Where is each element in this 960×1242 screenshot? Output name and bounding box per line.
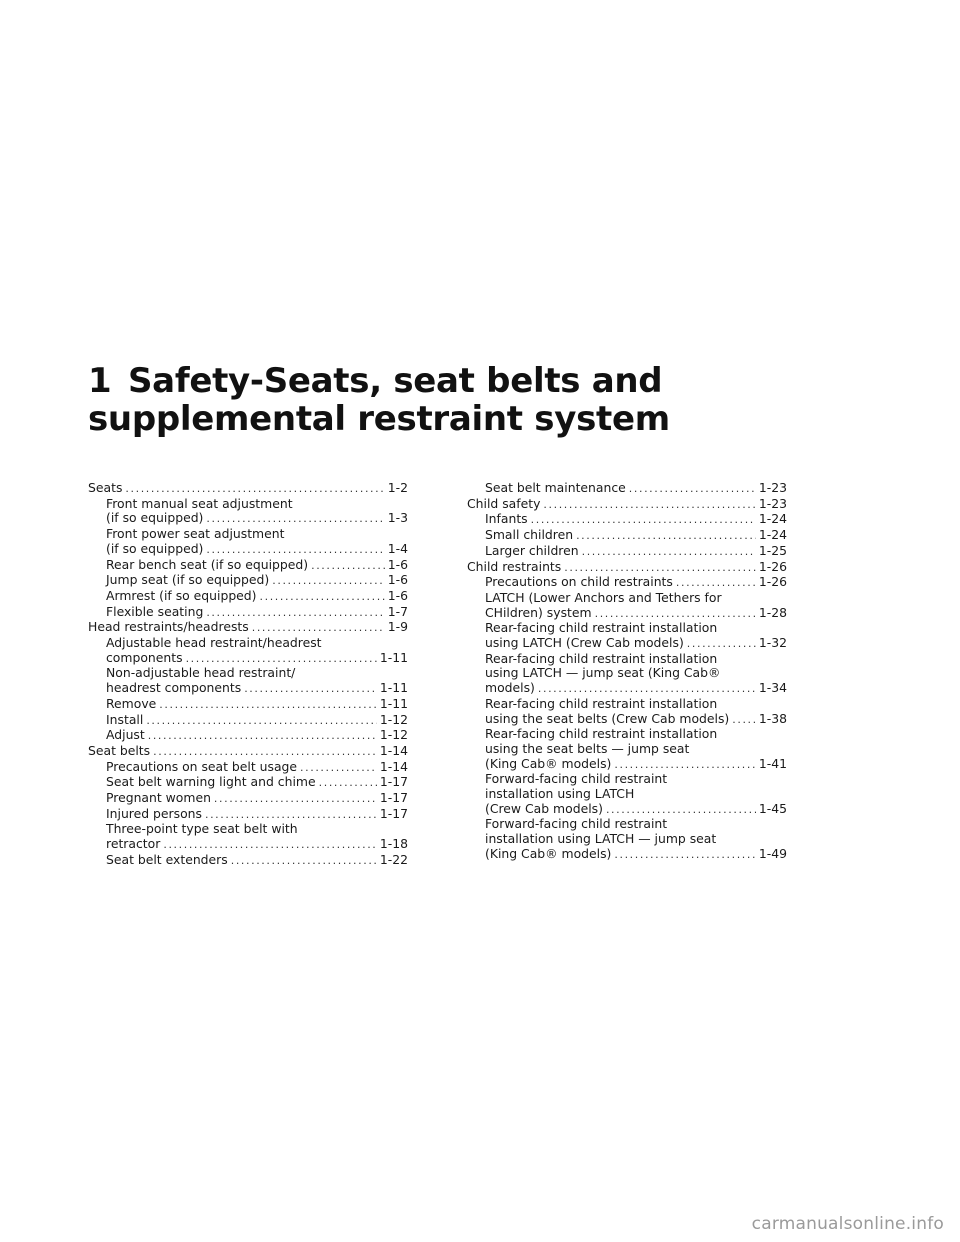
watermark: carmanualsonline.info bbox=[751, 1214, 944, 1234]
toc-entry-text: installation using LATCH bbox=[485, 786, 635, 802]
toc-page-number: 1-34 bbox=[758, 680, 787, 696]
toc-page-number: 1-6 bbox=[387, 587, 408, 603]
toc-entry-text: installation using LATCH — jump seat bbox=[485, 831, 717, 847]
toc-entry-row bbox=[485, 802, 787, 818]
toc-entry-row bbox=[485, 636, 787, 652]
toc-entry-row bbox=[106, 853, 408, 869]
toc-page-number: 1-17 bbox=[379, 774, 408, 790]
toc-entry-text: using LATCH — jump seat (King Cab® bbox=[485, 665, 721, 681]
toc-entry-text: Larger children bbox=[485, 542, 579, 558]
dot-leader bbox=[163, 838, 377, 853]
toc-page-number: 1-23 bbox=[758, 495, 787, 511]
toc-entry-row bbox=[106, 775, 408, 791]
toc-entry-text: Seats bbox=[88, 480, 123, 495]
toc-entry[interactable] bbox=[467, 727, 787, 772]
toc-page-number: 1-45 bbox=[758, 800, 787, 816]
toc-entry[interactable] bbox=[88, 481, 408, 497]
toc-entry-row bbox=[106, 837, 408, 853]
toc-entry[interactable] bbox=[467, 481, 787, 497]
dot-leader bbox=[319, 776, 377, 791]
dot-leader bbox=[272, 574, 385, 589]
toc-entry-text: Forward-facing child restraint bbox=[485, 771, 668, 787]
toc-entry-text: Rear-facing child restraint installation bbox=[485, 695, 718, 711]
dot-leader bbox=[231, 854, 377, 869]
toc-page-number: 1-25 bbox=[758, 542, 787, 558]
toc-entry-text: components bbox=[106, 649, 183, 665]
toc-page-number: 1-9 bbox=[387, 619, 408, 635]
toc-entry[interactable] bbox=[88, 620, 408, 636]
toc-entry-text: Adjustable head restraint/headrest bbox=[106, 635, 322, 651]
toc-entry-row bbox=[106, 589, 408, 605]
toc-entry[interactable] bbox=[467, 817, 787, 862]
toc-entry-row bbox=[106, 807, 408, 823]
toc-entry[interactable] bbox=[88, 744, 408, 760]
toc-entry-text: Child restraints bbox=[467, 558, 562, 574]
toc-entry-text: Rear-facing child restraint installation bbox=[485, 650, 718, 666]
toc-entry-row bbox=[88, 620, 408, 636]
dot-leader bbox=[606, 803, 756, 818]
toc-column-right bbox=[467, 481, 787, 863]
toc-page-number: 1-22 bbox=[379, 851, 408, 867]
toc-entry-text: Rear-facing child restraint installation bbox=[485, 620, 718, 636]
dot-leader bbox=[206, 606, 384, 621]
toc-entry-text: Remove bbox=[106, 695, 157, 711]
dot-leader bbox=[687, 637, 756, 652]
toc-page-number: 1-23 bbox=[758, 480, 787, 495]
toc-page-number: 1-49 bbox=[758, 845, 787, 861]
toc-entry[interactable] bbox=[467, 621, 787, 651]
toc-entry-row bbox=[88, 744, 408, 760]
chapter-title bbox=[88, 362, 670, 438]
toc-entry[interactable] bbox=[88, 775, 408, 791]
toc-entry-text: Install bbox=[106, 711, 144, 727]
toc-entry[interactable] bbox=[467, 772, 787, 817]
toc-entry-text: models) bbox=[485, 680, 535, 696]
toc-entry[interactable] bbox=[88, 728, 408, 744]
dot-leader bbox=[205, 808, 377, 823]
toc-column-left bbox=[88, 481, 408, 869]
toc-entry[interactable] bbox=[88, 666, 408, 696]
toc-entry[interactable] bbox=[467, 697, 787, 727]
toc-page-number: 1-6 bbox=[387, 572, 408, 588]
dot-leader bbox=[148, 729, 377, 744]
dot-leader bbox=[214, 792, 377, 807]
dot-leader bbox=[146, 714, 377, 729]
toc-entry-text: Flexible seating bbox=[106, 603, 204, 619]
toc-page-number: 1-24 bbox=[758, 511, 787, 527]
toc-entry-row bbox=[485, 544, 787, 560]
chapter-number: 1 bbox=[88, 361, 112, 401]
toc-entry-row bbox=[106, 558, 408, 574]
toc-page-number: 1-4 bbox=[387, 540, 408, 556]
toc-entry[interactable] bbox=[88, 589, 408, 605]
dot-leader bbox=[206, 543, 384, 558]
toc-entry-text: Child safety bbox=[467, 495, 541, 511]
toc-entry[interactable] bbox=[467, 575, 787, 591]
toc-entry-row bbox=[106, 542, 408, 558]
toc-entry[interactable] bbox=[88, 497, 408, 527]
toc-entry-row bbox=[106, 605, 408, 621]
toc-entry[interactable] bbox=[467, 652, 787, 697]
toc-entry-row bbox=[485, 847, 787, 863]
toc-entry[interactable] bbox=[88, 791, 408, 807]
toc-entry-row bbox=[467, 497, 787, 513]
dot-leader bbox=[629, 482, 756, 497]
toc-entry-text: Rear bench seat (if so equipped) bbox=[106, 556, 309, 572]
toc-page-number: 1-2 bbox=[387, 480, 408, 495]
toc-entry-text: Seat belts bbox=[88, 742, 151, 758]
toc-entry-row bbox=[106, 760, 408, 776]
toc-entry-row bbox=[106, 573, 408, 589]
dot-leader bbox=[614, 848, 756, 863]
toc-page-number: 1-3 bbox=[387, 510, 408, 526]
dot-leader bbox=[595, 607, 756, 622]
toc-entry[interactable] bbox=[88, 527, 408, 557]
chapter-title-text-1: Safety-Seats, seat belts and bbox=[128, 361, 663, 401]
dot-leader bbox=[252, 621, 385, 636]
toc-entry-row bbox=[106, 791, 408, 807]
toc-entry-row bbox=[485, 512, 787, 528]
toc-page-number: 1-24 bbox=[758, 527, 787, 543]
toc-entry-row bbox=[485, 681, 787, 697]
toc-entry-text: Jump seat (if so equipped) bbox=[106, 572, 270, 588]
dot-leader bbox=[300, 761, 377, 776]
toc-page-number: 1-11 bbox=[379, 649, 408, 665]
toc-entry-row bbox=[88, 481, 408, 497]
toc-entry-row bbox=[485, 481, 787, 497]
toc-entry-text: Seat belt maintenance bbox=[485, 480, 626, 495]
toc-entry-text: using LATCH (Crew Cab models) bbox=[485, 635, 684, 651]
chapter-title-line-2: supplemental restraint system bbox=[88, 399, 670, 439]
toc-entry-row bbox=[485, 712, 787, 728]
dot-leader bbox=[531, 513, 756, 528]
toc-entry-row bbox=[485, 606, 787, 622]
toc-entry-text: Three-point type seat belt with bbox=[106, 821, 298, 837]
toc-page-number: 1-41 bbox=[758, 755, 787, 771]
toc-page-number: 1-11 bbox=[379, 680, 408, 696]
toc-page-number: 1-6 bbox=[387, 556, 408, 572]
dot-leader bbox=[564, 561, 756, 576]
toc-entry[interactable] bbox=[467, 497, 787, 513]
dot-leader bbox=[244, 682, 377, 697]
toc-entry-row bbox=[485, 528, 787, 544]
toc-entry[interactable] bbox=[467, 544, 787, 560]
toc-entry[interactable] bbox=[88, 558, 408, 574]
dot-leader bbox=[311, 559, 385, 574]
dot-leader bbox=[260, 590, 385, 605]
dot-leader bbox=[206, 512, 384, 527]
toc-page-number: 1-14 bbox=[379, 758, 408, 774]
toc-page-number: 1-26 bbox=[758, 558, 787, 574]
toc-entry-text: Precautions on seat belt usage bbox=[106, 758, 298, 774]
toc-entry[interactable] bbox=[467, 591, 787, 621]
dot-leader bbox=[159, 698, 377, 713]
toc-entry-row bbox=[106, 681, 408, 697]
toc-entry-text: using the seat belts (Crew Cab models) bbox=[485, 710, 730, 726]
toc-entry-row bbox=[485, 757, 787, 773]
toc-entry-text: (King Cab® models) bbox=[485, 845, 612, 861]
toc-entry-text: Head restraints/headrests bbox=[88, 619, 249, 635]
toc-page-number: 1-38 bbox=[758, 710, 787, 726]
toc-entry[interactable] bbox=[88, 713, 408, 729]
toc-entry-text: (if so equipped) bbox=[106, 510, 204, 526]
dot-leader bbox=[576, 529, 756, 544]
toc-entry-text: (King Cab® models) bbox=[485, 755, 612, 771]
toc-entry-row bbox=[485, 575, 787, 591]
toc-entry-row bbox=[106, 713, 408, 729]
toc-entry-text: (if so equipped) bbox=[106, 540, 204, 556]
toc-entry-text: Precautions on child restraints bbox=[485, 574, 673, 590]
toc-entry-row bbox=[467, 560, 787, 576]
toc-entry-text: using the seat belts — jump seat bbox=[485, 740, 690, 756]
toc-page-number: 1-12 bbox=[379, 727, 408, 743]
toc-entry[interactable] bbox=[88, 605, 408, 621]
toc-entry-text: retractor bbox=[106, 836, 161, 852]
toc-entry-text: Pregnant women bbox=[106, 790, 211, 806]
toc-entry[interactable] bbox=[88, 822, 408, 852]
toc-page-number: 1-11 bbox=[379, 695, 408, 711]
toc-entry-text: LATCH (Lower Anchors and Tethers for bbox=[485, 589, 722, 605]
toc-entry-text: Small children bbox=[485, 527, 574, 543]
toc-entry[interactable] bbox=[467, 528, 787, 544]
dot-leader bbox=[186, 652, 377, 667]
toc-page-number: 1-7 bbox=[387, 603, 408, 619]
toc-page-number: 1-17 bbox=[379, 790, 408, 806]
toc-entry-text: Adjust bbox=[106, 727, 145, 743]
dot-leader bbox=[732, 713, 756, 728]
toc-entry[interactable] bbox=[88, 760, 408, 776]
dot-leader bbox=[543, 498, 755, 513]
toc-page-number: 1-32 bbox=[758, 635, 787, 651]
toc-entry-row bbox=[106, 651, 408, 667]
toc-entry-text: Infants bbox=[485, 511, 528, 527]
chapter-title-line-1 bbox=[88, 362, 670, 400]
toc-page-number: 1-26 bbox=[758, 574, 787, 590]
dot-leader bbox=[125, 482, 384, 497]
toc-entry-text: Forward-facing child restraint bbox=[485, 816, 668, 832]
toc-entry-text: Armrest (if so equipped) bbox=[106, 587, 257, 603]
toc-entry-row bbox=[106, 697, 408, 713]
toc-page-number: 1-18 bbox=[379, 836, 408, 852]
dot-leader bbox=[676, 576, 756, 591]
toc-page-number: 1-17 bbox=[379, 805, 408, 821]
toc-entry-text: Non-adjustable head restraint/ bbox=[106, 665, 296, 681]
toc-entry-text: Front power seat adjustment bbox=[106, 526, 285, 542]
toc-entry[interactable] bbox=[467, 512, 787, 528]
toc-page-number: 1-12 bbox=[379, 711, 408, 727]
toc-entry[interactable] bbox=[88, 853, 408, 869]
toc-page-number: 1-14 bbox=[379, 742, 408, 758]
toc-entry-row bbox=[106, 511, 408, 527]
toc-entry[interactable] bbox=[88, 807, 408, 823]
toc-entry-text: headrest components bbox=[106, 680, 242, 696]
toc-entry-text: CHildren) system bbox=[485, 604, 592, 620]
toc-entry-text: Front manual seat adjustment bbox=[106, 495, 293, 511]
toc-entry-text: Seat belt warning light and chime bbox=[106, 774, 316, 790]
toc-entry[interactable] bbox=[467, 560, 787, 576]
toc-entry-row bbox=[106, 728, 408, 744]
toc-entry[interactable] bbox=[88, 697, 408, 713]
dot-leader bbox=[582, 545, 756, 560]
toc-entry-text: (Crew Cab models) bbox=[485, 800, 603, 816]
toc-entry[interactable] bbox=[88, 636, 408, 666]
toc-entry-text: Rear-facing child restraint installation bbox=[485, 726, 718, 742]
dot-leader bbox=[153, 745, 377, 760]
toc-entry[interactable] bbox=[88, 573, 408, 589]
dot-leader bbox=[538, 682, 756, 697]
toc-entry-text: Injured persons bbox=[106, 805, 202, 821]
toc-page-number: 1-28 bbox=[758, 604, 787, 620]
dot-leader bbox=[614, 758, 756, 773]
toc-entry-text: Seat belt extenders bbox=[106, 851, 228, 867]
